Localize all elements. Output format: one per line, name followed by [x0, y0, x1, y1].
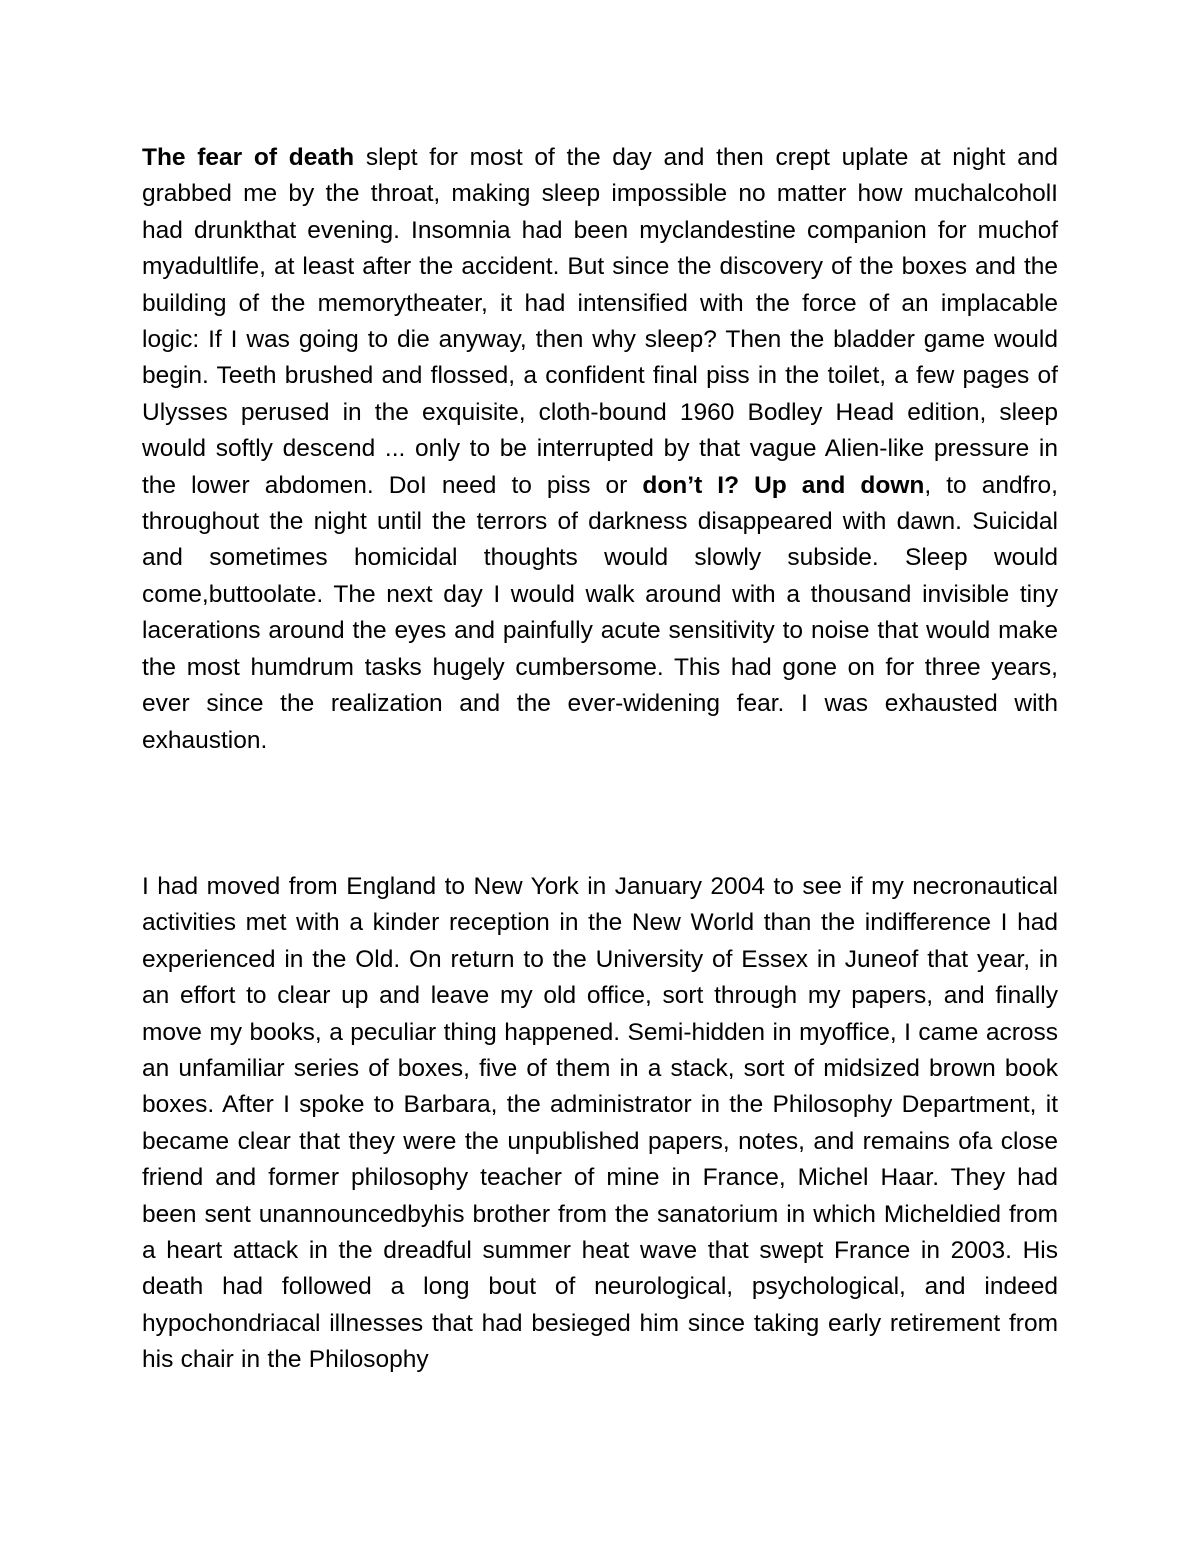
paragraph-1 — [142, 140, 1058, 759]
bold-run-fear-of-death: The fear of death — [142, 144, 355, 171]
text-run: slept for most of the day and then crept uplate at night and grabbed me by the throat, making sleep impossible no matter how muchalcoholI had drunkthat evening. Insomnia had been myclandestine companion for muchof myadultlife, at least after the accident. But since the discovery of the boxes and the building of the memorytheater, it had intensified with the force of an implacable logic: If I was going to die anyway, then why sleep? Then the bladder game would begin. Teeth brushed and flossed, a confident final piss in the toilet, a few pages of Ulysses perused in the exquisite, cloth-bound 1960 Bodley Head edition, sleep would softly descend ... only to be interrupted by that vague Alien-like pressure in the lower abdomen. DoI need to piss or — [142, 144, 1058, 499]
bold-run-up-and-down: don’t I? Up and down — [642, 471, 925, 499]
paragraph-2 — [142, 869, 1058, 1379]
text-run: , to andfro, throughout the night until the terrors of darkness disappeared with dawn. Suicidal and sometimes homicidal thoughts would slowly subside. Sleep would come,buttoolate. The next day I would walk around with a thousand invisible tiny lacerations around the eyes and painfully acute sensitivity to noise that would make the most humdrum tasks hugely cumbersome. This had gone on for three years, ever since the realization and the ever-widening fear. I was exhausted with exhaustion. — [142, 471, 1058, 754]
text-run: I had moved from England to New York in January 2004 to see if my necronautical activities met with a kinder reception in the New World than the indifference I had experienced in the Old. On return to the University of Essex in Juneof that year, in an effort to clear up and leave my old office, sort through my papers, and finally move my books, a peculiar thing happened. Semi-hidden in myoffice, I came across an unfamiliar series of boxes, five of them in a stack, sort of midsized brown book boxes. After I spoke to Barbara, the administrator in the Philosophy Department, it became clear that they were the unpublished papers, notes, and remains ofa close friend and former philosophy teacher of mine in France, Michel Haar. They had been sent unannouncedbyhis brother from the sanatorium in which Micheldied from a heart attack in the dreadful summer heat wave that swept France in 2003. His death had followed a long bout of neurological, psychological, and indeed hypochondriacal illnesses that had besieged him since taking early retirement from his chair in the Philosophy — [142, 873, 1058, 1374]
